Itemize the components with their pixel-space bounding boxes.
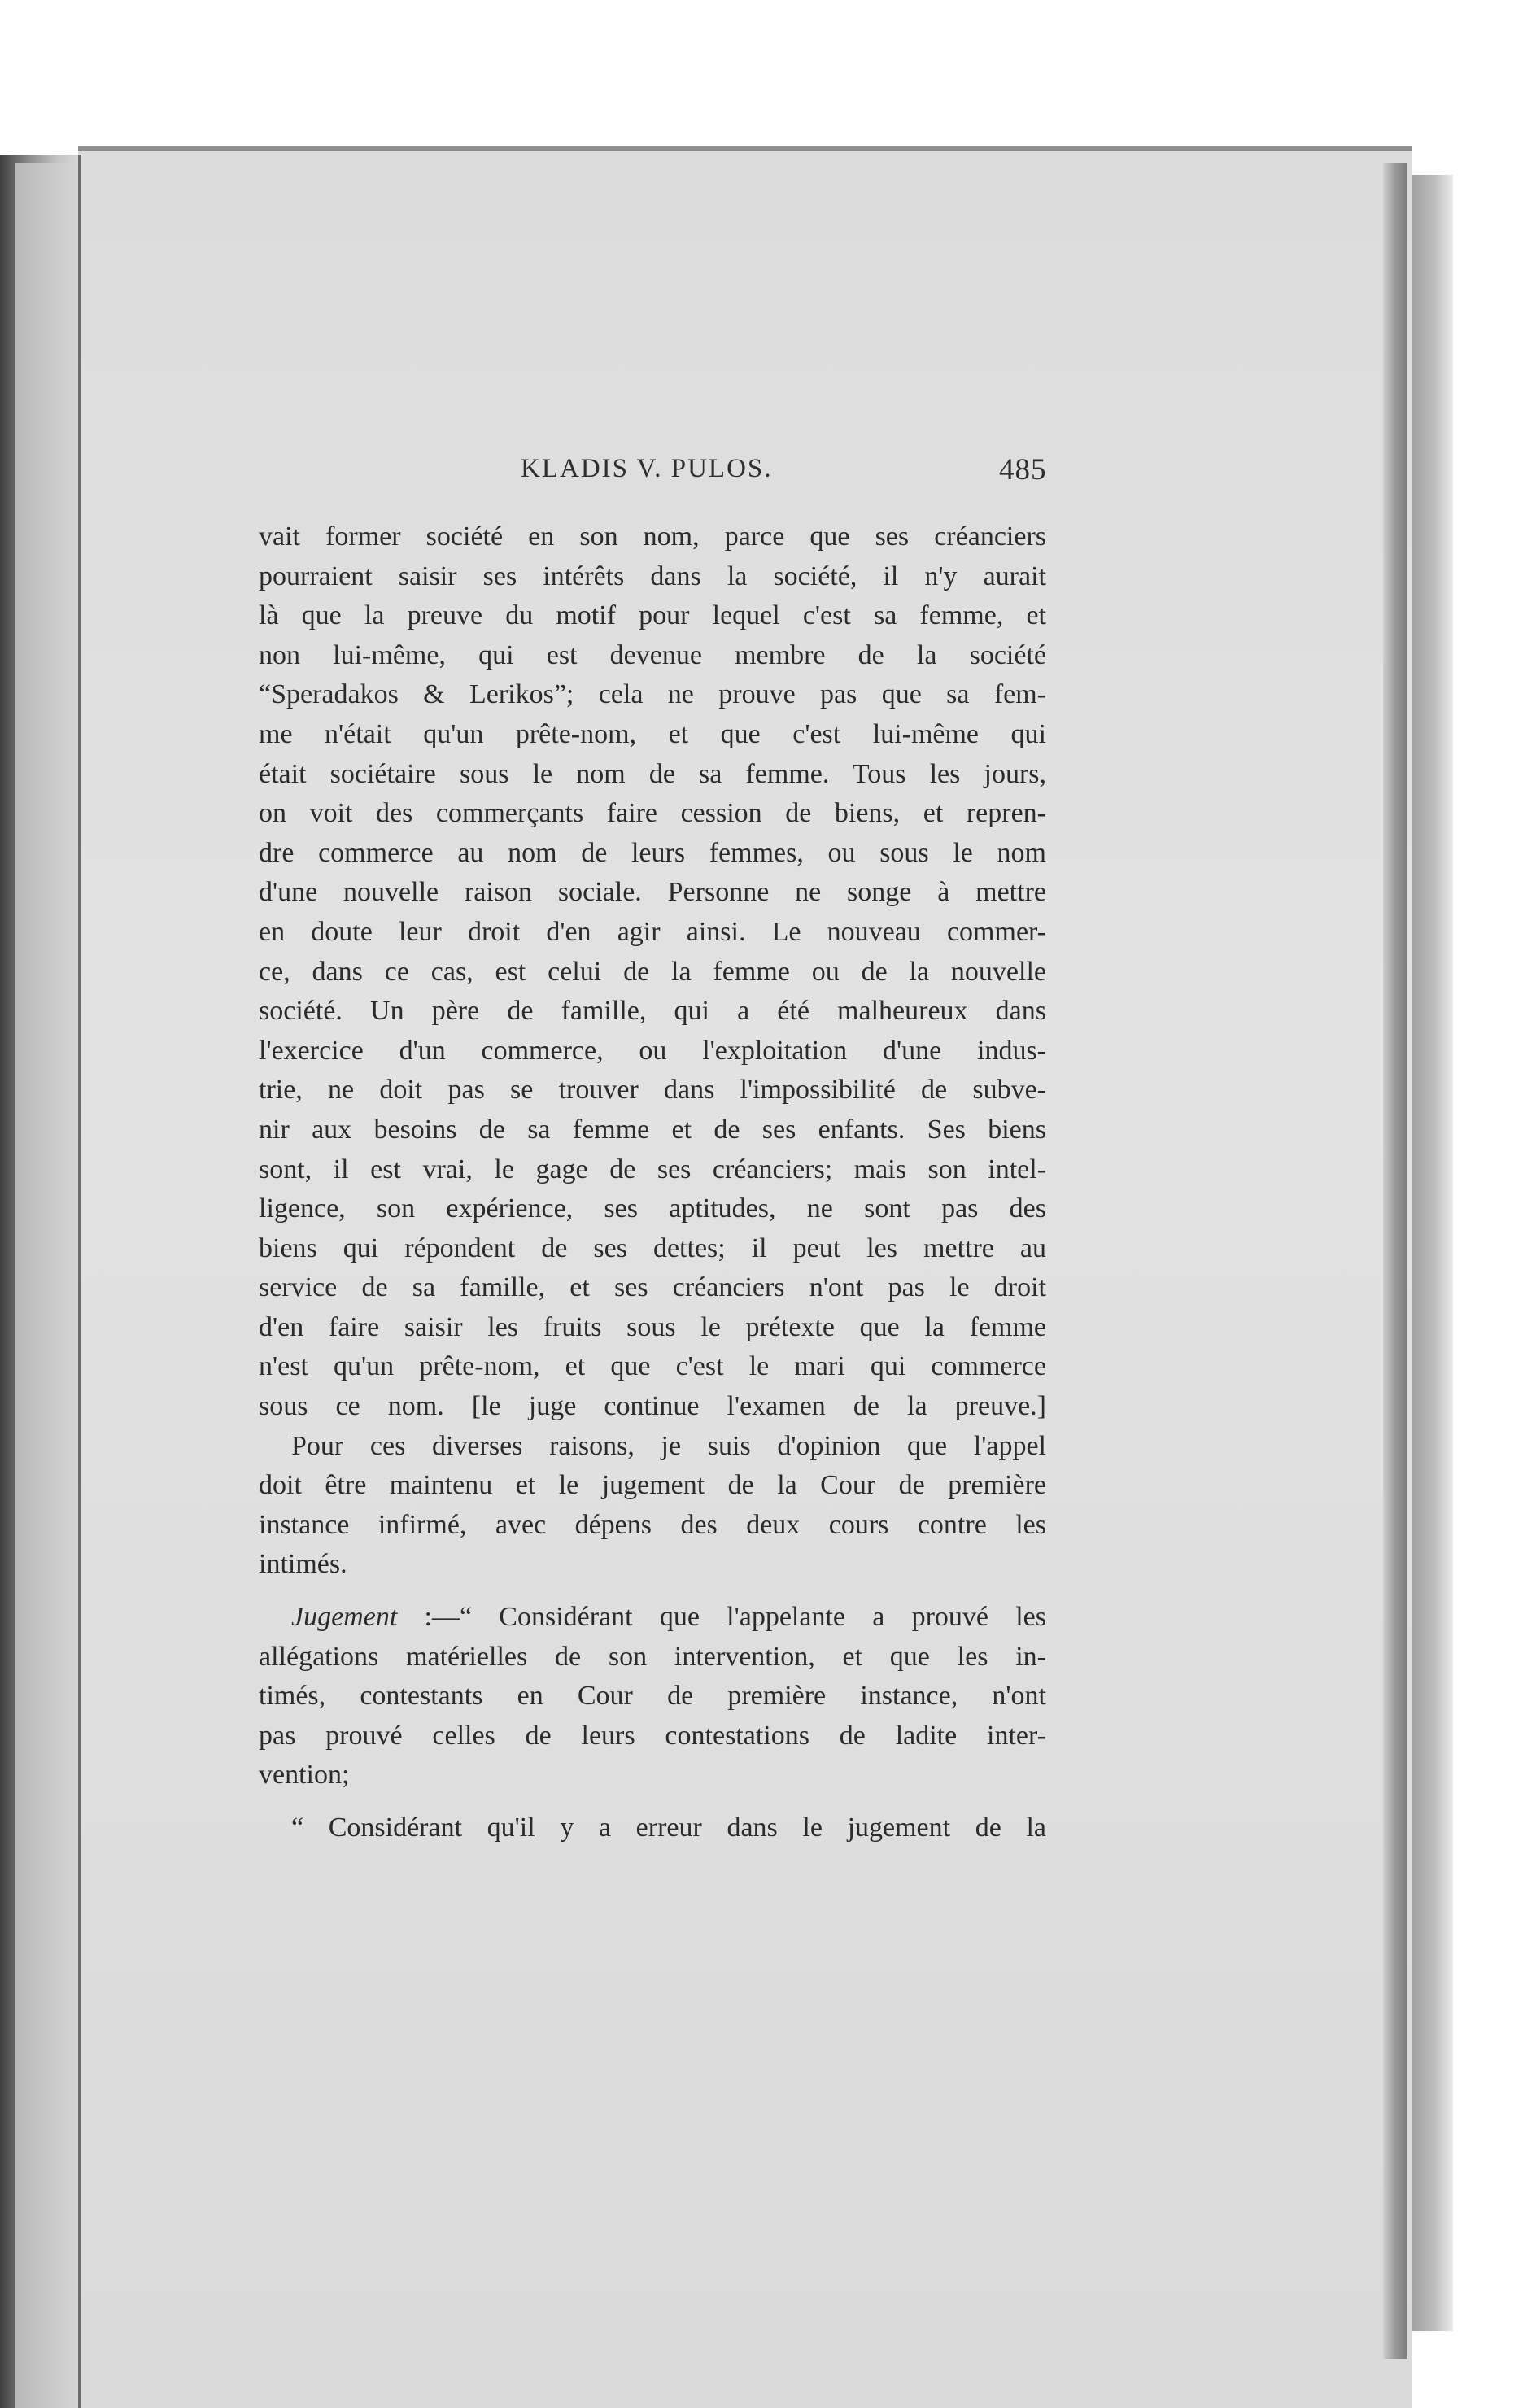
text-line: ce, dans ce cas, est celui de la femme ou de la nouvelle — [259, 956, 1046, 987]
text-line: société. Un père de famille, qui a été malheureux dans — [259, 996, 1046, 1027]
text-line: sous ce nom. [le juge continue l'examen de la preuve.] — [259, 1391, 1046, 1422]
text-line: vention; — [259, 1760, 350, 1791]
paragraph-gap — [259, 1795, 1046, 1808]
text-line: vait former société en son nom, parce que ses créanciers — [259, 521, 1046, 552]
text-line: trie, ne doit pas se trouver dans l'impossibilité de subve- — [259, 1075, 1046, 1106]
paragraph-4 — [259, 1808, 1046, 1848]
text-line: l'exercice d'un commerce, ou l'exploitation d'une indus- — [259, 1035, 1046, 1066]
paragraph-1 — [259, 517, 1046, 1427]
page-stack-edge — [1407, 175, 1453, 2331]
jugement-line-rest: :—“ Considérant que l'appelante a prouvé les — [397, 1602, 1046, 1633]
text-line: était sociétaire sous le nom de sa femme. Tous les jours, — [259, 758, 1046, 789]
text-line: instance infirmé, avec dépens des deux cours contre les — [259, 1509, 1046, 1540]
text-line: nir aux besoins de sa femme et de ses enfants. Ses biens — [259, 1114, 1046, 1145]
text-line: on voit des commerçants faire cession de biens, et repren- — [259, 798, 1046, 829]
paragraph-2 — [259, 1427, 1046, 1585]
text-line: allégations matérielles de son intervention, et que les in- — [259, 1641, 1046, 1672]
text-line: dre commerce au nom de leurs femmes, ou sous le nom — [259, 837, 1046, 868]
jugement-label: Jugement — [291, 1602, 398, 1633]
text-line: “Speradakos & Lerikos”; cela ne prouve pas que sa fem- — [259, 679, 1046, 710]
page-right-edge — [1383, 163, 1407, 2359]
text-line: là que la preuve du motif pour lequel c'est sa femme, et — [259, 600, 1046, 631]
paragraph-3 — [259, 1598, 1046, 1795]
text-line: Pour ces diverses raisons, je suis d'opinion que l'appel — [291, 1430, 1046, 1461]
text-line: en doute leur droit d'en agir ainsi. Le nouveau commer- — [259, 916, 1046, 947]
text-line: me n'était qu'un prête-nom, et que c'est lui-même qui — [259, 718, 1046, 749]
facing-page-edge — [15, 163, 81, 2408]
text-line — [259, 1598, 1046, 1638]
text-line: timés, contestants en Cour de première instance, n'ont — [259, 1681, 1046, 1712]
text-line: pourraient saisir ses intérêts dans la société, il n'y aurait — [259, 561, 1046, 591]
gutter-line — [78, 155, 81, 2408]
text-line: “ Considérant qu'il y a erreur dans le jugement de la — [291, 1813, 1046, 1843]
text-line: n'est qu'un prête-nom, et que c'est le mari qui commerce — [259, 1351, 1046, 1382]
text-line: ligence, son expérience, ses aptitudes, ne sont pas des — [259, 1193, 1046, 1224]
text-line: service de sa famille, et ses créanciers n'ont pas le droit — [259, 1272, 1046, 1303]
text-line: non lui-même, qui est devenue membre de la société — [259, 639, 1046, 670]
body-text — [259, 517, 1046, 1848]
text-line: biens qui répondent de ses dettes; il peut les mettre au — [259, 1232, 1046, 1263]
text-line: pas prouvé celles de leurs contestations de ladite inter- — [259, 1720, 1046, 1751]
text-line: sont, il est vrai, le gage de ses créanciers; mais son intel- — [259, 1154, 1046, 1184]
text-line: d'une nouvelle raison sociale. Personne ne songe à mettre — [259, 877, 1046, 908]
text-line: doit être maintenu et le jugement de la Cour de première — [259, 1470, 1046, 1501]
text-line: d'en faire saisir les fruits sous le prétexte que la femme — [259, 1311, 1046, 1342]
paragraph-gap — [259, 1585, 1046, 1598]
page-number: 485 — [999, 453, 1047, 486]
text-line: intimés. — [259, 1549, 347, 1580]
running-head: KLADIS V. PULOS. — [521, 454, 773, 483]
